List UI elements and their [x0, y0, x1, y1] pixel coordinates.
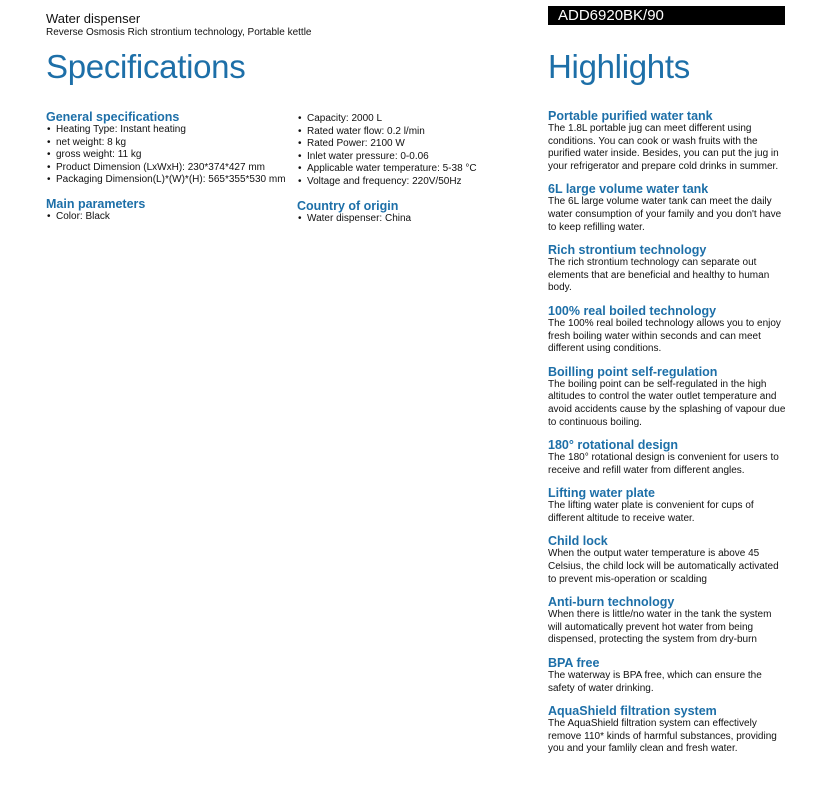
highlight-text: The 100% real boiled technology allows you to enjoy fresh boiling water within seconds and can meet different using conditions. [548, 317, 781, 355]
highlight-text: The waterway is BPA free, which can ensure the safety of water drinking. [548, 670, 762, 694]
highlight-item [548, 439, 788, 477]
highlight-text: The 1.8L portable jug can meet different using conditions. You can cook or wash fruits with the purified water inside. Besides, you can put the jug in your refrigerator and prepare cold drinks in summer. [548, 123, 779, 172]
country-of-origin-heading: Country of origin [297, 198, 399, 213]
product-subtitle: Reverse Osmosis Rich strontium technology, Portable kettle [46, 27, 312, 38]
highlight-item [548, 487, 788, 525]
highlight-item [548, 535, 788, 586]
spec-item: • Voltage and frequency: 220V/50Hz [297, 176, 537, 189]
specifications-title: Specifications [46, 48, 246, 85]
highlight-heading: 180° rotational design [548, 438, 679, 453]
highlight-text: The 180° rotational design is convenient for users to receive and refill water from different angles. [548, 452, 779, 476]
highlight-heading: Rich strontium technology [548, 243, 707, 258]
highlight-heading: AquaShield filtration system [548, 704, 717, 719]
specifications-column-1 [46, 110, 286, 224]
spec-item: • Capacity: 2000 L [297, 113, 537, 126]
highlight-text: The 6L large volume water tank can meet the daily water consumption of your family and you don't have to keep refilling water. [548, 196, 782, 233]
highlight-item [548, 183, 788, 234]
general-specifications-list-continued [297, 113, 537, 189]
highlight-heading: 100% real boiled technology [548, 303, 717, 318]
highlight-heading: BPA free [548, 656, 600, 671]
specifications-column-2 [297, 113, 537, 225]
spec-item: • Color: Black [46, 211, 286, 224]
model-code-badge: ADD6920BK/90 [548, 6, 785, 25]
highlight-text: When the output water temperature is above 45 Celsius, the child lock will be automatically activated to prevent mis-operation or scalding [548, 548, 779, 585]
spec-item: • Applicable water temperature: 5-38 °C [297, 163, 537, 176]
highlight-text: The rich strontium technology can separate out elements that are beneficial and healthy to human body. [548, 257, 770, 294]
highlight-item [548, 366, 788, 429]
spec-item: • Water dispenser: China [297, 213, 537, 226]
general-specifications-heading: General specifications [46, 110, 180, 124]
highlight-item [548, 110, 788, 173]
highlight-item [548, 657, 788, 695]
general-specifications-list [46, 124, 286, 187]
product-name: Water dispenser [46, 11, 141, 26]
highlight-text: The boiling point can be self-regulated in the high altitudes to control the water outlet temperature and avoid accidents cause by the splashing of vapour due to continuous boiling. [548, 378, 786, 428]
highlight-heading: Lifting water plate [548, 486, 655, 501]
spec-item: • Product Dimension (LxWxH): 230*374*427 mm [46, 162, 286, 175]
highlight-item [548, 305, 788, 356]
spec-item: • Packaging Dimension(L)*(W)*(H): 565*355*530 mm [46, 174, 286, 187]
highlight-text: When there is little/no water in the tank the system will automatically prevent hot water from being dispensed, protecting the system from dry-burn [548, 609, 772, 646]
highlight-item [548, 705, 788, 756]
highlight-heading: Anti-burn technology [548, 595, 675, 610]
highlights-column [548, 110, 788, 766]
country-of-origin-list [297, 213, 537, 226]
main-parameters-list [46, 211, 286, 224]
spec-item: • gross weight: 11 kg [46, 149, 286, 162]
highlight-heading: Portable purified water tank [548, 109, 713, 123]
highlight-text: The AquaShield filtration system can effectively remove 110* kinds of harmful substances, providing you and your famlily clean and fresh water. [548, 718, 777, 755]
highlight-heading: Child lock [548, 534, 608, 549]
highlight-item [548, 596, 788, 647]
highlight-heading: 6L large volume water tank [548, 182, 709, 197]
highlight-text: The lifting water plate is convenient for cups of different altitude to receive water. [548, 500, 754, 524]
highlight-heading: Boilling point self-regulation [548, 364, 718, 379]
spec-item: • Inlet water pressure: 0-0.06 [297, 151, 537, 164]
main-parameters-heading: Main parameters [46, 196, 146, 211]
spec-item: • net weight: 8 kg [46, 137, 286, 150]
spec-item: • Heating Type: Instant heating [46, 124, 286, 137]
highlight-item [548, 244, 788, 295]
spec-item: • Rated Power: 2100 W [297, 138, 537, 151]
spec-item: • Rated water flow: 0.2 l/min [297, 126, 537, 139]
highlights-title: Highlights [548, 48, 690, 85]
